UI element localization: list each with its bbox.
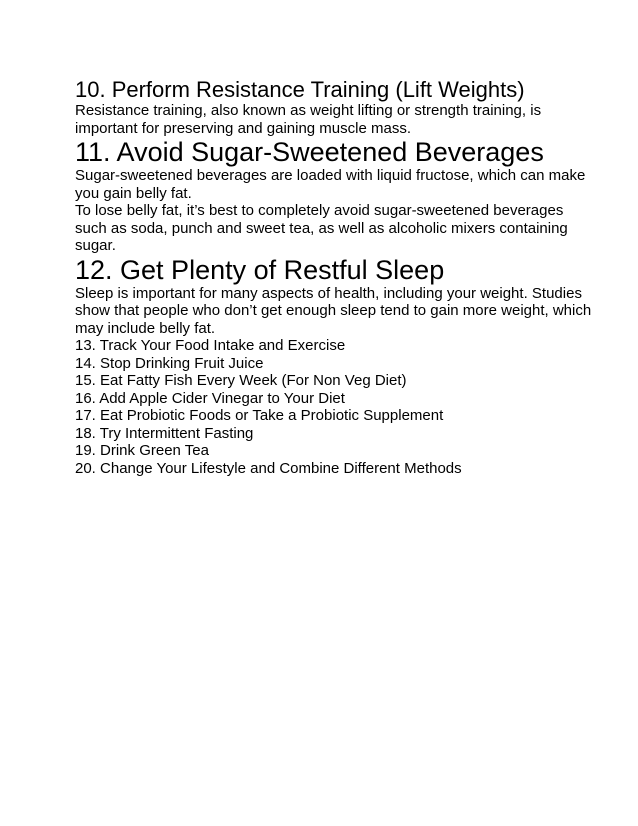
section-12-paragraph: Sleep is important for many aspects of health, including your weight. Studies show that people who don’t get enough sleep tend to gain more weight, which may include belly fat. [75,284,592,337]
list-item: 13. Track Your Food Intake and Exercise [75,337,346,354]
section-11-paragraph-2: To lose belly fat, it’s best to completely avoid sugar-sweetened beverages such as soda, punch and sweet tea, as well as alcoholic mixers containing sugar. [75,202,568,254]
section-10-paragraph: Resistance training, also known as weight lifting or strength training, is important for preserving and gaining muscle mass. [75,102,542,137]
list-item: 16. Add Apple Cider Vinegar to Your Diet [75,389,345,407]
list-item: 14. Stop Drinking Fruit Juice [75,354,264,372]
section-heading-11: 11. Avoid Sugar-Sweetened Beverages [75,137,544,167]
list-item: 19. Drink Green Tea [75,442,209,459]
section-11-paragraph-1: Sugar-sweetened beverages are loaded with liquid fructose, which can make you gain belly fat. [75,167,586,202]
list-item: 18. Try Intermittent Fasting [75,424,254,442]
list-item: 17. Eat Probiotic Foods or Take a Probiotic Supplement [75,407,444,424]
section-heading-12: 12. Get Plenty of Restful Sleep [75,254,445,285]
document-page [75,77,595,477]
section-heading-10: 10. Perform Resistance Training (Lift Weights) [75,77,525,102]
remaining-tips-list [75,337,595,477]
list-item: 20. Change Your Lifestyle and Combine Different Methods [75,459,462,477]
list-item: 15. Eat Fatty Fish Every Week (For Non Veg Diet) [75,372,407,389]
